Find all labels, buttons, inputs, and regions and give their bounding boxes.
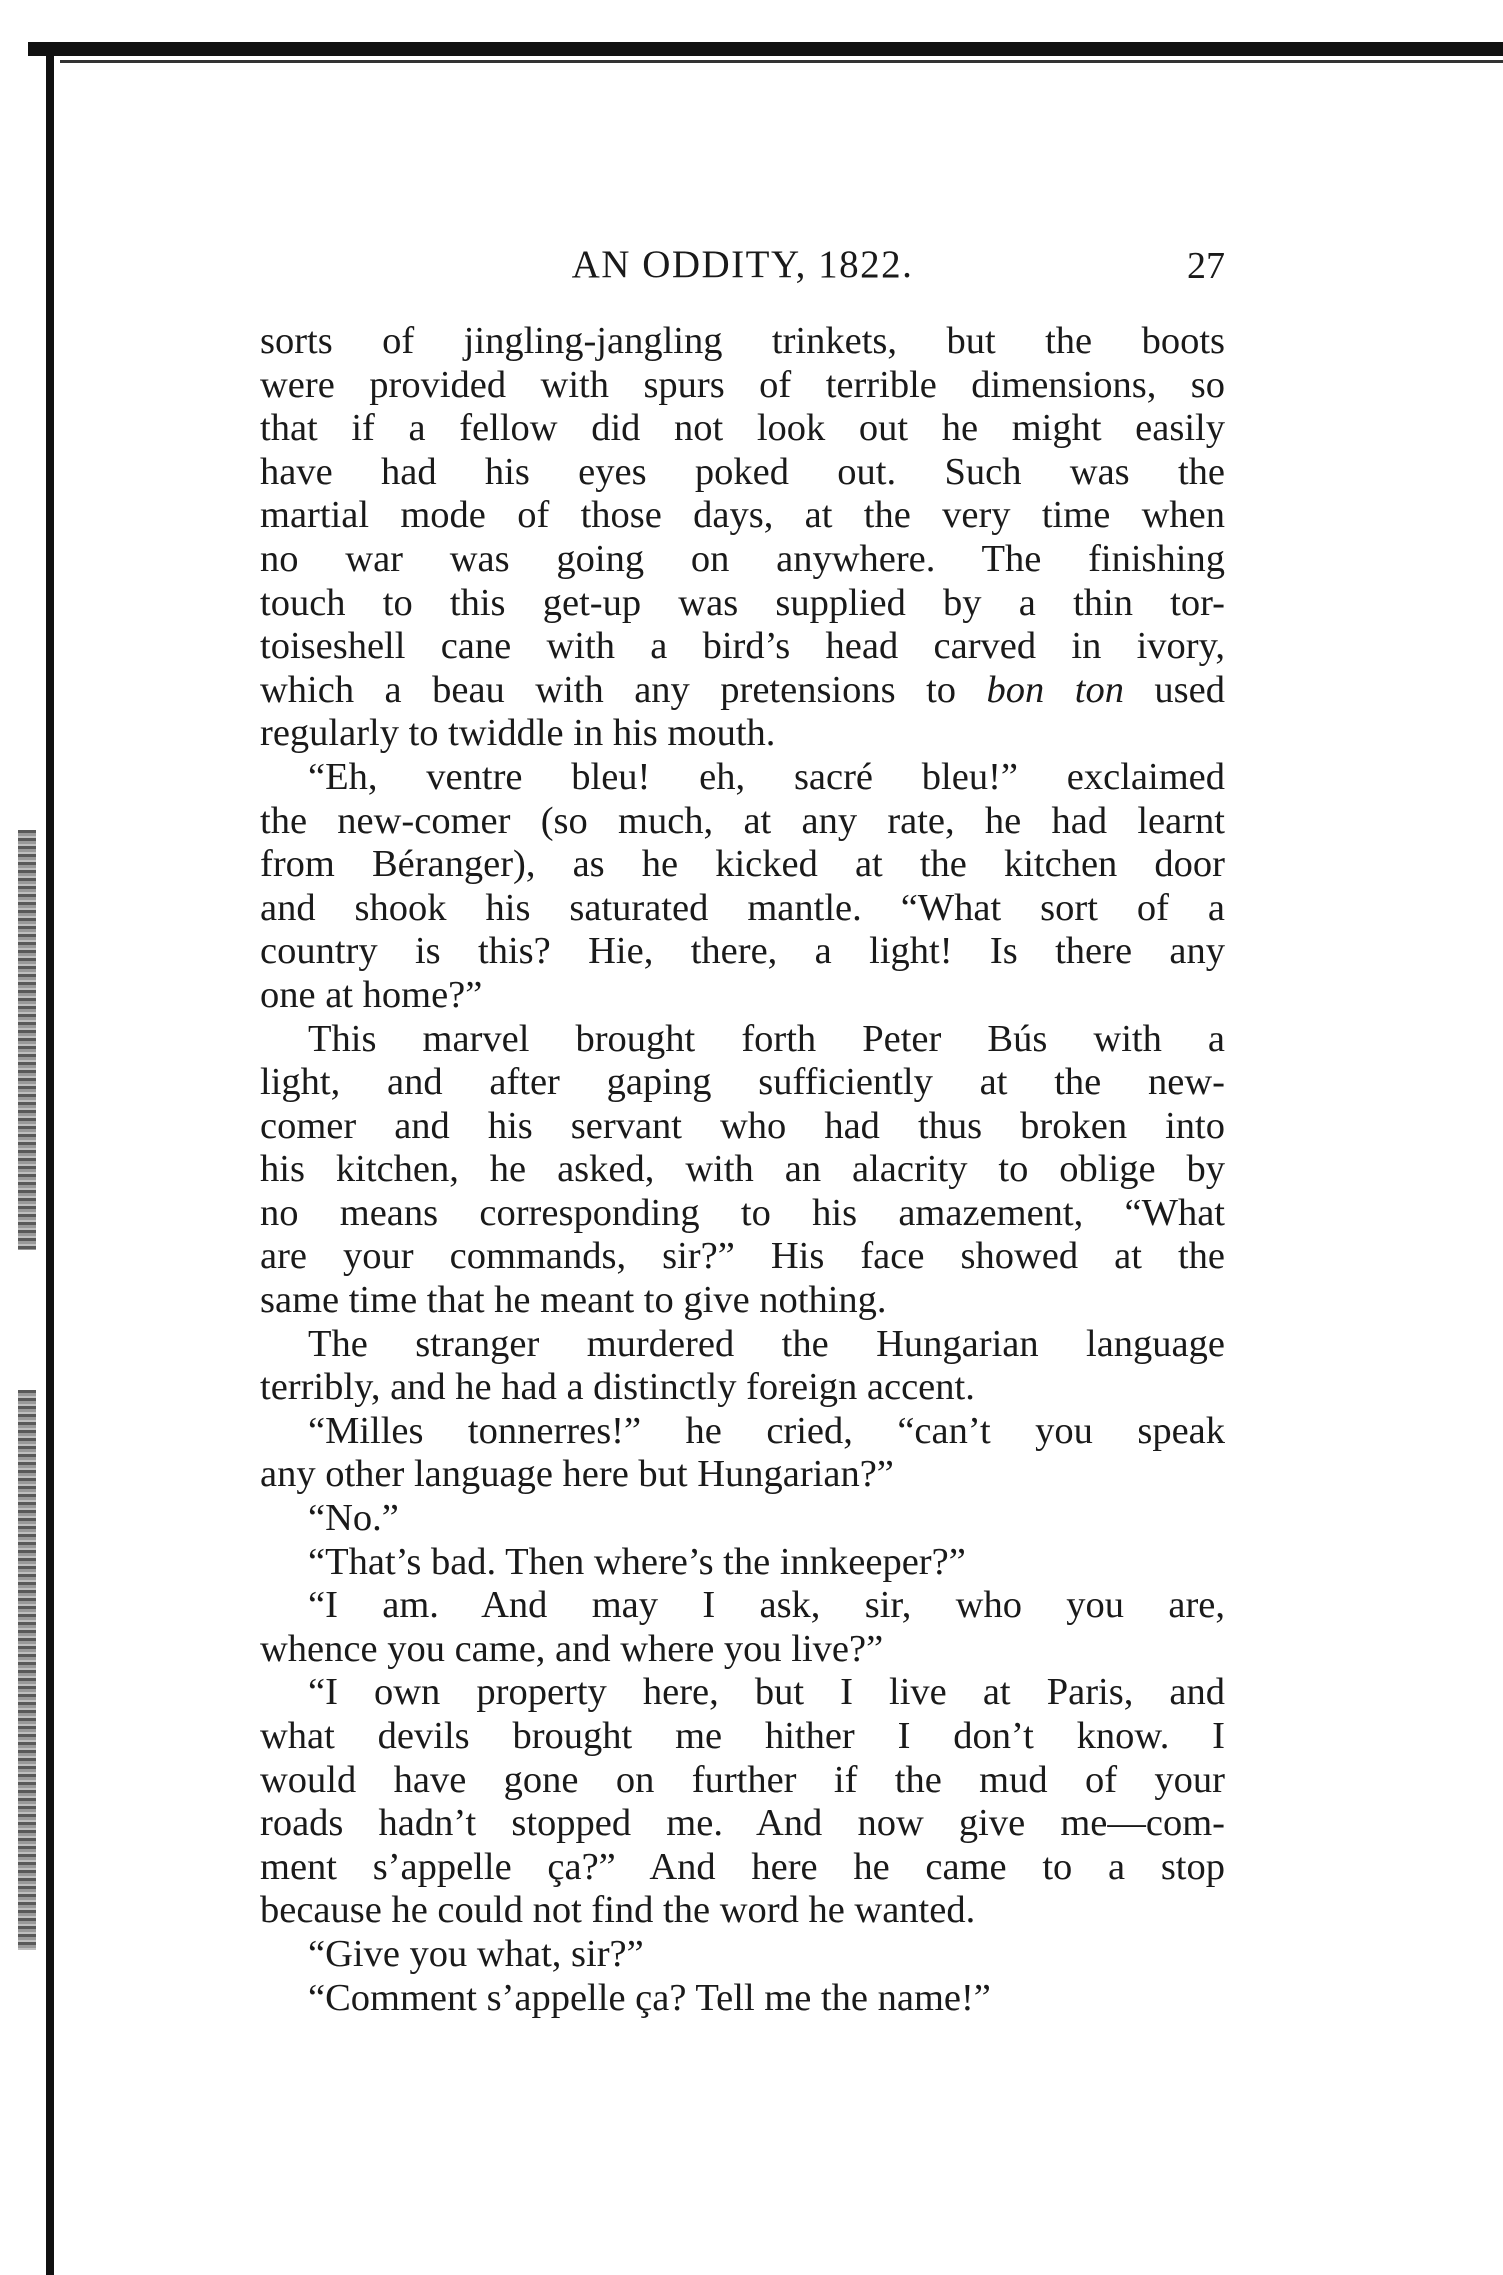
text-line <box>260 625 1225 669</box>
text-line <box>260 843 1225 887</box>
text-line <box>260 1453 1225 1497</box>
text-line-content: no war was going on anywhere. The finishing <box>260 537 1225 580</box>
body-text <box>260 320 1225 2020</box>
text-line-content: his kitchen, he asked, with an alacrity to oblige by <box>260 1148 1225 1191</box>
text-line-content: roads hadn’t stopped me. And now give me—com- <box>260 1802 1225 1845</box>
text-line-content: one at home?” <box>260 973 483 1016</box>
text-line-content: are your commands, sir?” His face showed at the <box>260 1235 1225 1278</box>
italic-phrase: bon ton <box>986 668 1124 711</box>
text-line-content: from Béranger), as he kicked at the kitchen door <box>260 843 1225 886</box>
text-line-content: whence you came, and where you live?” <box>260 1627 884 1670</box>
text-line <box>260 1148 1225 1192</box>
text-line <box>260 1235 1225 1279</box>
text-line-content: “I own property here, but I live at Paris, and <box>308 1671 1225 1714</box>
text-line <box>260 1410 1225 1454</box>
text-line <box>260 1279 1225 1323</box>
text-line <box>260 800 1225 844</box>
top-border-thin-rule <box>60 60 1503 63</box>
text-line-content: that if a fellow did not look out he might easily <box>260 407 1225 450</box>
text-line <box>260 712 1225 756</box>
text-line-content: “Comment s’appelle ça? Tell me the name!” <box>308 1976 991 2019</box>
text-line <box>260 1671 1225 1715</box>
text-line <box>260 756 1225 800</box>
page-number: 27 <box>1187 245 1225 287</box>
text-line <box>260 669 1225 713</box>
text-line <box>260 1977 1225 2021</box>
text-line <box>260 320 1225 364</box>
text-line-content: and shook his saturated mantle. “What sort of a <box>260 886 1225 929</box>
text-line <box>260 1366 1225 1410</box>
text-line-content: which a beau with any pretensions to <box>260 668 957 711</box>
text-line <box>260 1584 1225 1628</box>
text-line-content: The stranger murdered the Hungarian language <box>308 1322 1225 1365</box>
text-line <box>260 538 1225 582</box>
text-line-content: regularly to twiddle in his mouth. <box>260 712 776 755</box>
text-line-content: what devils brought me hither I don’t know. I <box>260 1715 1225 1757</box>
text-line-content: “Milles tonnerres!” he cried, “can’t you speak <box>308 1409 1225 1452</box>
text-line <box>260 1889 1225 1933</box>
text-line-content: would have gone on further if the mud of your <box>260 1758 1225 1801</box>
text-line-content: ment s’appelle ça?” And here he came to a stop <box>260 1845 1225 1888</box>
scan-edge-shadow <box>18 1390 36 1950</box>
text-line-content: any other language here but Hungarian?” <box>260 1453 894 1496</box>
text-line-content: “Eh, ventre bleu! eh, sacré bleu!” exclaimed <box>308 755 1225 798</box>
text-line-content: “Give you what, sir?” <box>308 1932 644 1975</box>
text-line <box>260 974 1225 1018</box>
text-line-content: toiseshell cane with a bird’s head carved in ivory, <box>260 625 1225 668</box>
top-border-rule <box>28 42 1503 56</box>
text-line-content: This marvel brought forth Peter Bús with a <box>308 1017 1225 1060</box>
text-line <box>260 1323 1225 1367</box>
text-line <box>260 1802 1225 1846</box>
text-line-content: terribly, and he had a distinctly foreign accent. <box>260 1366 975 1409</box>
text-line-content: martial mode of those days, at the very time when <box>260 494 1225 537</box>
text-line-content: comer and his servant who had thus broken into <box>260 1104 1225 1147</box>
text-line <box>260 887 1225 931</box>
text-line <box>260 1192 1225 1236</box>
text-line <box>260 1105 1225 1149</box>
text-line <box>260 364 1225 408</box>
text-line <box>260 1933 1225 1977</box>
text-line-content: same time that he meant to give nothing. <box>260 1279 887 1322</box>
text-line <box>260 1497 1225 1541</box>
text-line-content: “I am. And may I ask, sir, who you are, <box>308 1584 1225 1627</box>
text-line-content: “That’s bad. Then where’s the innkeeper?” <box>308 1540 966 1583</box>
left-border-rule <box>46 42 54 2275</box>
text-line <box>260 582 1225 626</box>
text-line-content: “No.” <box>308 1497 399 1540</box>
text-line <box>260 1759 1225 1803</box>
text-line-content: country is this? Hie, there, a light! Is there any <box>260 930 1225 973</box>
text-line <box>260 407 1225 451</box>
text-line-content: because he could not find the word he wanted. <box>260 1889 976 1932</box>
text-line-content: were provided with spurs of terrible dimensions, so <box>260 363 1225 406</box>
text-line <box>260 930 1225 974</box>
text-line <box>260 1541 1225 1585</box>
text-line-content: no means corresponding to his amazement, “What <box>260 1191 1225 1234</box>
text-line-content: sorts of jingling-jangling trinkets, but the boots <box>260 320 1225 362</box>
page-header <box>260 242 1225 292</box>
text-line <box>260 494 1225 538</box>
text-line <box>260 451 1225 495</box>
text-line-content: the new-comer (so much, at any rate, he had learnt <box>260 799 1225 842</box>
running-title: AN ODDITY, 1822. <box>571 243 914 286</box>
text-line-content: light, and after gaping sufficiently at the new- <box>260 1061 1225 1104</box>
text-line <box>260 1061 1225 1105</box>
text-line <box>260 1628 1225 1672</box>
text-line-continuation: used <box>1123 668 1225 711</box>
text-line <box>260 1846 1225 1890</box>
text-line-content: have had his eyes poked out. Such was the <box>260 450 1225 493</box>
text-line <box>260 1715 1225 1759</box>
text-line-content: touch to this get-up was supplied by a thin tor- <box>260 581 1225 624</box>
text-line <box>260 1018 1225 1062</box>
scan-edge-shadow <box>18 830 36 1250</box>
